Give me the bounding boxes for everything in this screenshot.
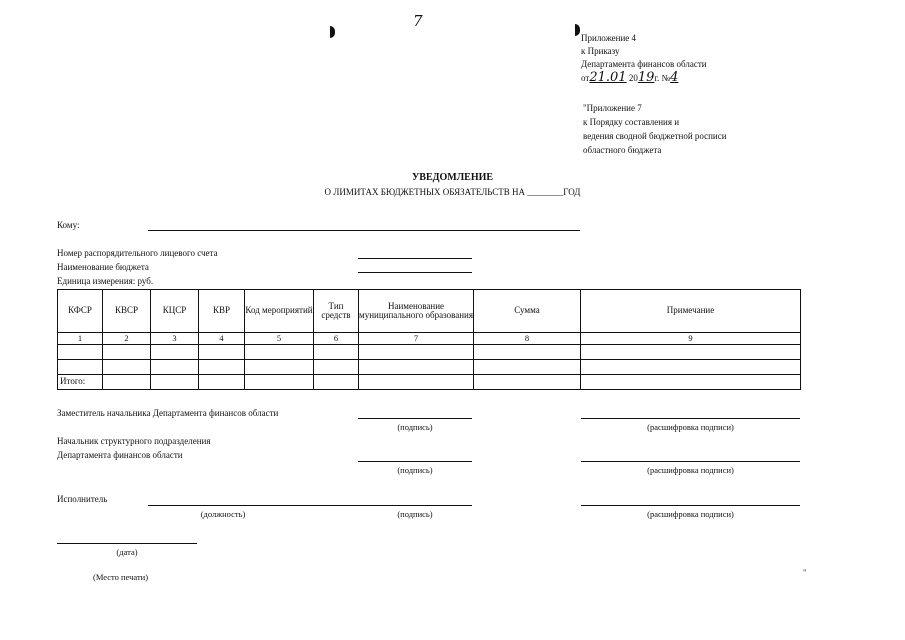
subtitle-suffix: ГОД [563,187,581,197]
header-kvr: КВР [199,290,245,333]
executor-line[interactable] [148,505,472,506]
deputy-label: Заместитель начальника Департамента финансов области [57,408,279,418]
appendix-line-1: Приложение 4 [581,33,637,43]
date-month: 01 [610,70,627,85]
closing-quote: " [803,567,807,577]
deputy-signature-caption: (подпись) [397,422,433,432]
table-cell[interactable] [199,375,245,390]
col-number: 9 [581,333,801,345]
table-cell[interactable] [581,375,801,390]
col-number: 8 [474,333,581,345]
subtitle-prefix: О ЛИМИТАХ БЮДЖЕТНЫХ ОБЯЗАТЕЛЬСТВ НА [324,187,526,197]
table-row [58,360,801,375]
table-cell[interactable] [359,360,474,375]
table-cell[interactable] [581,345,801,360]
page-number: 7 [413,12,423,30]
table-cell[interactable] [474,360,581,375]
head-decode-line[interactable] [581,461,800,462]
table-cell[interactable] [359,345,474,360]
subtitle-blank: ________ [527,187,564,197]
limits-table [57,289,801,390]
to-label: Кому: [57,220,80,230]
table-cell[interactable] [199,345,245,360]
date-day: 21. [589,70,611,85]
col-number: 6 [314,333,359,345]
table-cell[interactable] [58,360,103,375]
appendix-ref-line-4: областного бюджета [583,145,662,155]
head-signature-caption: (подпись) [397,465,433,475]
header-funds-type: Тип средств [314,290,359,333]
table-cell[interactable] [151,360,199,375]
budget-label: Наименование бюджета [57,262,149,272]
header-kfsr: КФСР [58,290,103,333]
appendix-line-2: к Приказу [581,46,620,56]
header-note: Примечание [581,290,801,333]
table-cell[interactable] [245,345,314,360]
stamp-caption: (Место печати) [93,572,149,582]
unit-label: Единица измерения: руб. [57,276,154,286]
executor-decode-line[interactable] [581,505,800,506]
header-kvsr: КВСР [103,290,151,333]
table-cell[interactable] [245,375,314,390]
col-number: 5 [245,333,314,345]
table-cell[interactable] [151,375,199,390]
table-cell[interactable] [103,375,151,390]
executor-label: Исполнитель [57,494,108,504]
appendix-line-3: Департамента финансов области [581,59,707,69]
account-label: Номер распорядительного лицевого счета [57,248,218,258]
col-number: 4 [199,333,245,345]
budget-field-line[interactable] [358,272,472,273]
date-year-prefix: 20 [628,73,638,83]
table-cell[interactable] [474,345,581,360]
executor-decode-caption: (расшифровка подписи) [647,509,734,519]
table-cell[interactable] [314,360,359,375]
executor-signature-caption: (подпись) [397,509,433,519]
date-line[interactable] [57,543,197,544]
total-amount-cell[interactable] [474,375,581,390]
table-cell[interactable] [103,345,151,360]
date-prefix: от [581,73,590,83]
deputy-decode-caption: (расшифровка подписи) [647,422,734,432]
head-label-1: Начальник структурного подразделения [57,436,211,446]
table-cell[interactable] [245,360,314,375]
deputy-decode-line[interactable] [581,418,800,419]
table-cell[interactable] [151,345,199,360]
table-cell[interactable] [314,345,359,360]
date-suffix: г. № [654,73,671,83]
head-label-2: Департамента финансов области [57,450,183,460]
executor-position-caption: (должность) [200,509,246,519]
col-number: 1 [58,333,103,345]
header-kcsr: КЦСР [151,290,199,333]
account-field-line[interactable] [358,258,472,259]
date-year: 19 [637,70,655,85]
appendix-date-line [581,70,678,85]
col-number: 3 [151,333,199,345]
table-cell[interactable] [314,375,359,390]
header-amount: Сумма [474,290,581,333]
head-signature-line[interactable] [358,461,472,462]
document-title: УВЕДОМЛЕНИЕ [411,172,494,183]
table-cell[interactable] [199,360,245,375]
header-event-code: Код мероприятий [245,290,314,333]
date-caption: (дата) [116,547,138,557]
table-row [58,345,801,360]
table-cell[interactable] [581,360,801,375]
col-number: 2 [103,333,151,345]
appendix-ref-line-3: ведения сводной бюджетной росписи [583,131,727,141]
deputy-signature-line[interactable] [358,418,472,419]
col-number: 7 [359,333,474,345]
table-cell[interactable] [58,345,103,360]
appendix-ref-line-2: к Порядку составления и [583,117,680,127]
to-field-line[interactable] [148,230,580,231]
document-subtitle [0,187,905,197]
table-cell[interactable] [359,375,474,390]
appendix-ref-line-1: "Приложение 7 [583,103,642,113]
table-total-row [58,375,801,390]
table-cell[interactable] [103,360,151,375]
head-decode-caption: (расшифровка подписи) [647,465,734,475]
table-numbers-row [58,333,801,345]
table-header-row [58,290,801,333]
order-number: 4 [670,70,679,85]
header-municipality: Наименование муниципального образования [359,290,474,333]
total-label: Итого: [58,375,103,390]
punch-mark-right [575,24,580,36]
punch-mark-left [330,26,335,38]
